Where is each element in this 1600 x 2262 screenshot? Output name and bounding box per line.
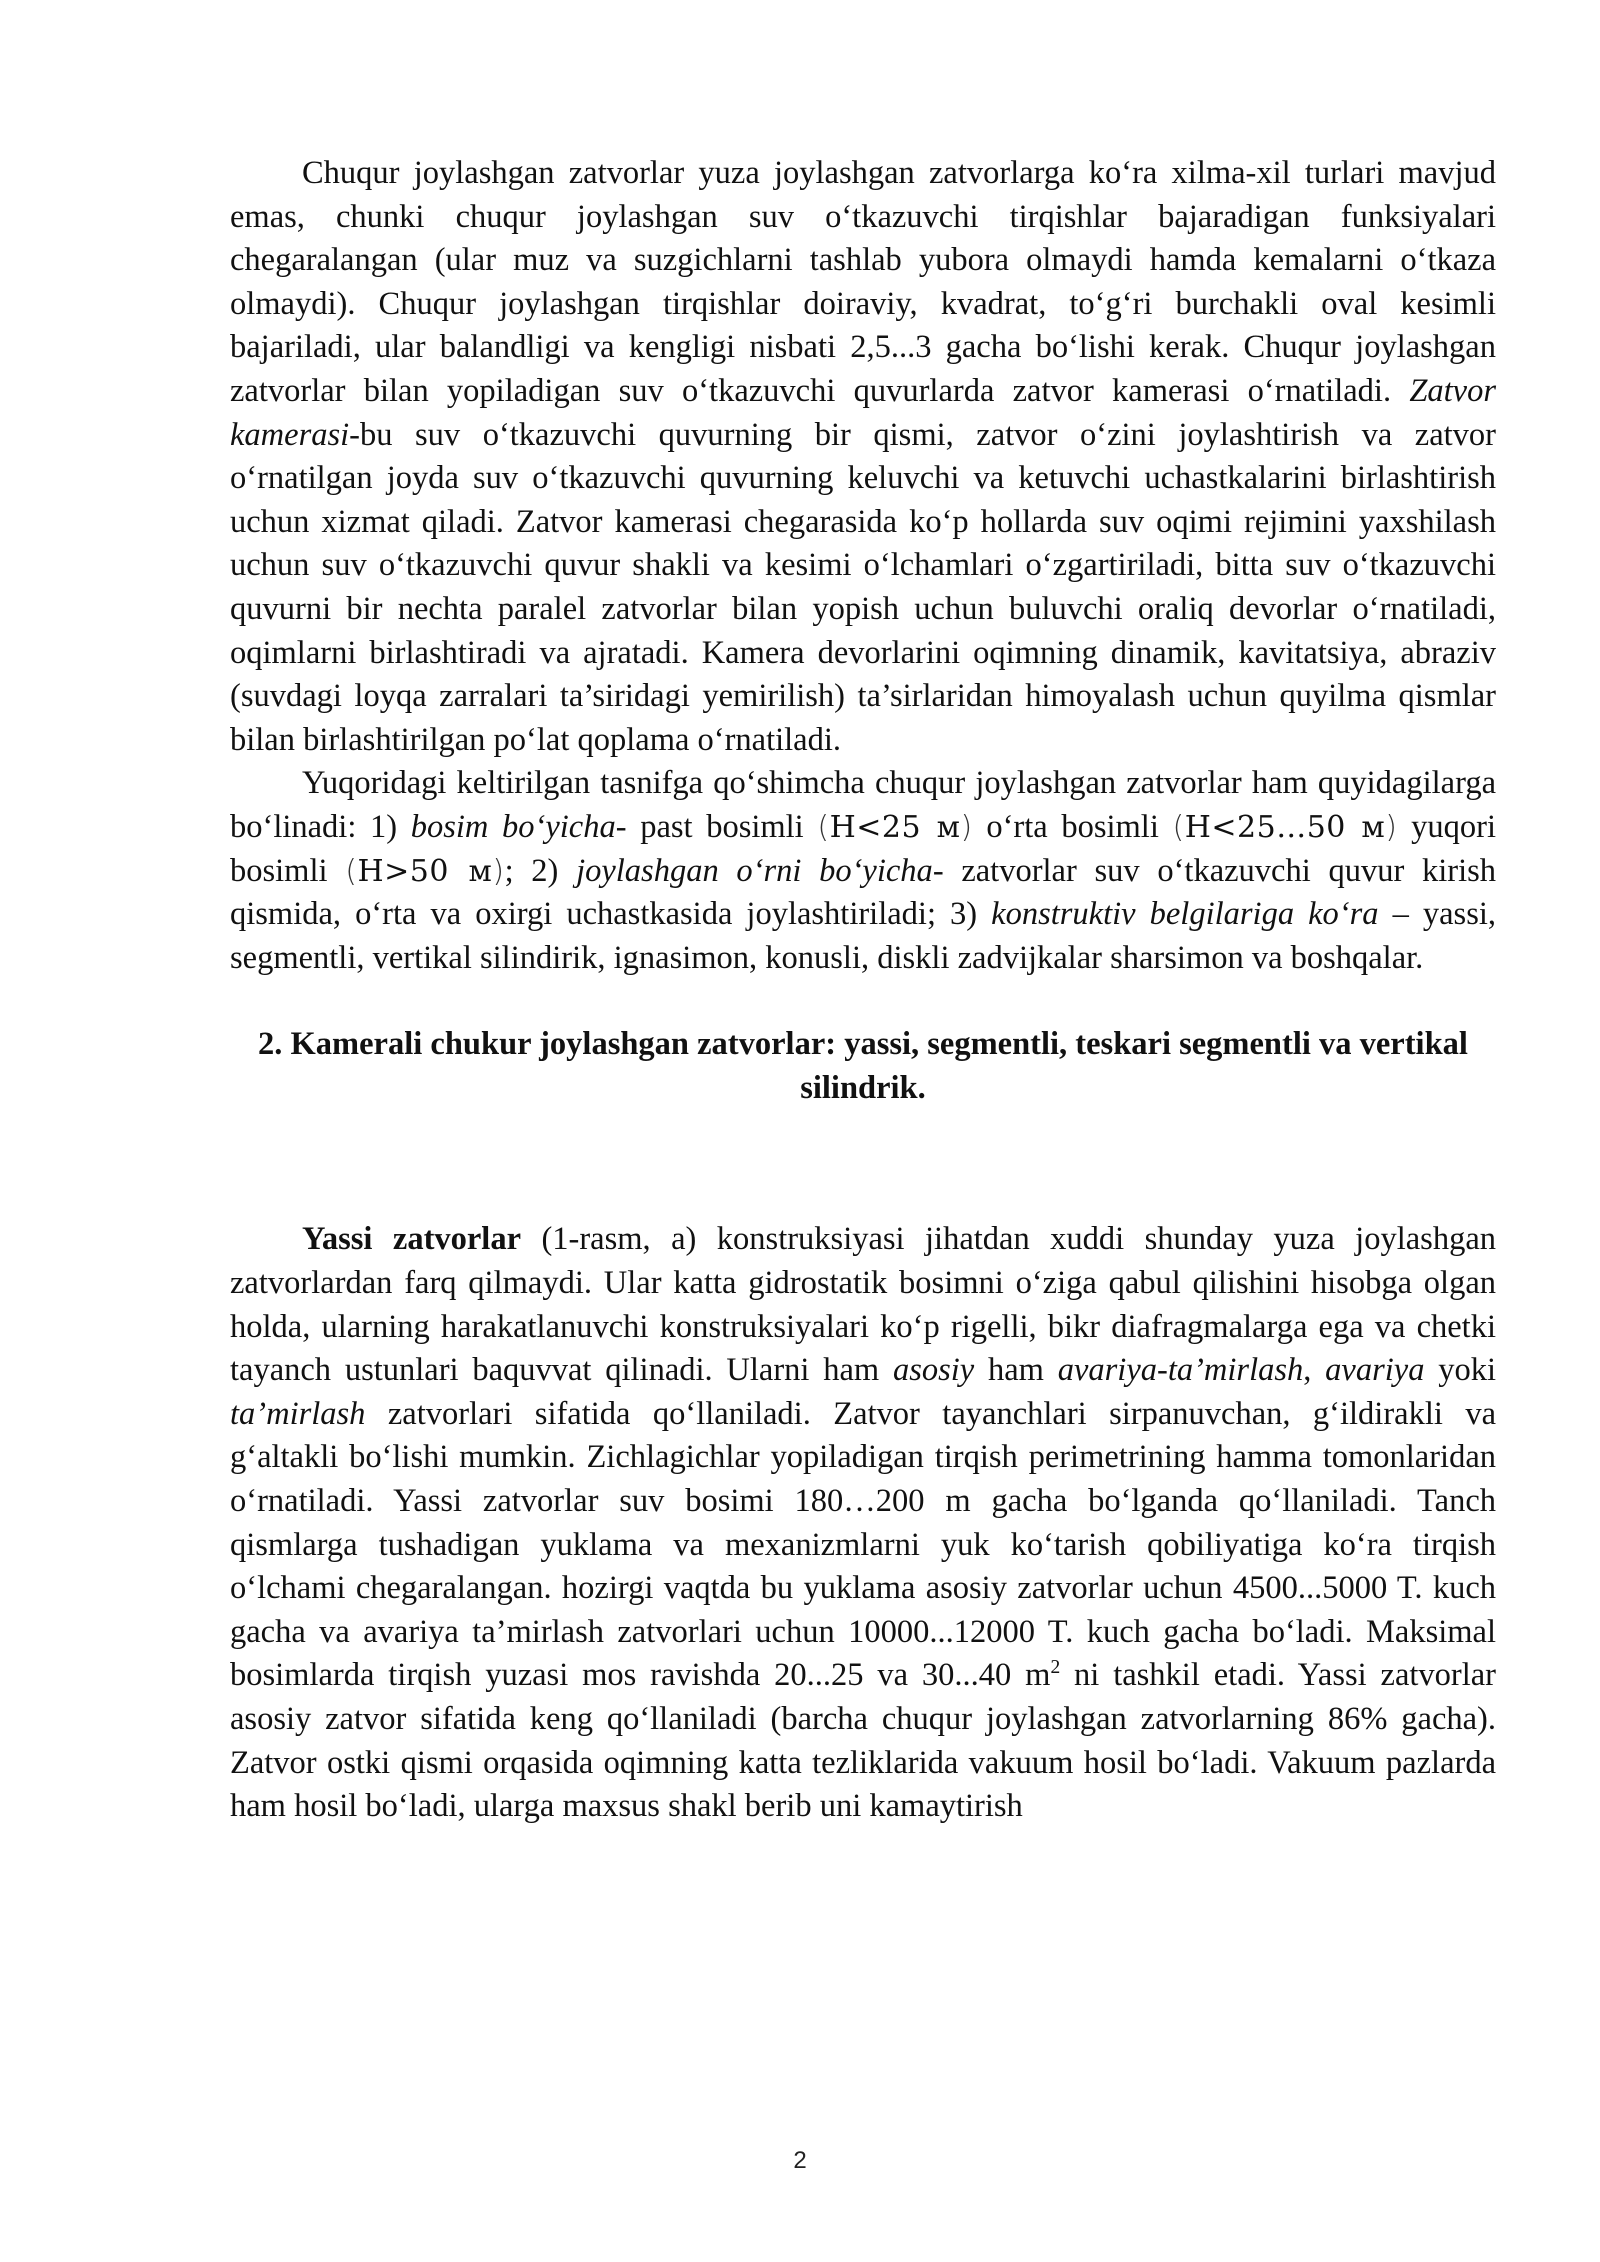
- paren-right: ): [1385, 809, 1398, 845]
- italic-term-zatvor-kamerasi: Zatvor kamerasi: [230, 372, 1496, 453]
- formula-high-pressure: [345, 854, 504, 889]
- italic-term-joylashgan-orni: joylashgan o‘rni bo‘yicha: [576, 852, 933, 889]
- italic-term-avariya-tamirlash: avariya-ta’mirlash: [1057, 1352, 1304, 1389]
- formula-text: H<25 м: [829, 809, 961, 845]
- bold-term-yassi-zatvorlar: Yassi zatvorlar: [302, 1221, 522, 1258]
- formula-low-pressure: [817, 810, 972, 845]
- text: Chuqur joylashgan zatvorlar yuza joylashgan zatvorlarga ko‘ra xilma-xil turlari mavjud emas, chunki chuqur joylashgan suv o‘tkazuvchi tirqishlar bajaradigan funksiyalari chegaralangan (ular muz va suzgichlarni tashlab yubora olmaydi hamda kemalarni o‘tkaza olmaydi). Chuqur joylashgan tirqishlar doiraviy, kvadrat, to‘g‘ri burchakli oval kesimli bajariladi, ular balandligi va kengligi nisbati 2,5...3 gacha bo‘lishi kerak. Chuqur joylashgan zatvorlar bilan yopiladigan suv o‘tkazuvchi quvurlarda zatvor kamerasi o‘rnatiladi.: [230, 155, 1496, 409]
- page-number: 2: [793, 2147, 807, 2174]
- formula-text: H<25…50 м: [1184, 809, 1386, 845]
- italic-term-avariya: avariya: [1325, 1352, 1425, 1389]
- text: ; 2): [504, 852, 577, 889]
- paragraph-2: [230, 762, 1496, 980]
- document-body: [230, 152, 1496, 1829]
- text: yoki: [1424, 1352, 1497, 1389]
- text: – yassi, segmentli, vertikal silindirik, ignasimon, konusli, diskli zadvijkalar sharsimon va boshqalar.: [230, 896, 1497, 976]
- italic-term-tamirlash: ta’mirlash: [230, 1395, 366, 1432]
- paren-left: (: [817, 809, 830, 845]
- formula-text: H>50 м: [357, 853, 493, 889]
- text: ni tashkil etadi. Yassi zatvorlar asosiy zatvor sifatida keng qo‘llaniladi (barcha chuqur joylashgan zatvorlarning 86% gacha). Zatvor ostki qismi orqasida oqimning katta tezliklarida vakuum hosil bo‘ladi. Vakuum pazlarda ham hosil bo‘ladi, ularga maxsus shakl berib uni kamaytirish: [230, 1657, 1496, 1825]
- paren-right: ): [960, 809, 973, 845]
- paragraph-1: [230, 152, 1496, 762]
- section-heading: 2. Kamerali chukur joylashgan zatvorlar: yassi, segmentli, teskari segmentli va vertikal silindrik.: [258, 1026, 1468, 1106]
- italic-term-asosiy: asosiy: [892, 1352, 975, 1389]
- superscript: 2: [1050, 1657, 1061, 1679]
- text: yuqori bosimli: [230, 808, 1496, 889]
- italic-term-konstruktiv: konstruktiv belgilariga ko‘ra: [991, 896, 1379, 933]
- text: - zatvorlar suv o‘tkazuvchi quvur kirish qismida, o‘rta va oxirgi uchastkasida joylashtiriladi; 3): [230, 852, 1496, 933]
- text: ,: [1303, 1352, 1326, 1389]
- text: zatvorlari sifatida qo‘llaniladi. Zatvor tayanchlari sirpanuvchan, g‘ildirakli va g‘altakli bo‘lishi mumkin. Zichlagichlar yopiladigan tirqish perimetrining hamma tomonlaridan o‘rnatiladi. Yassi zatvorlar suv bosimi 180…200 m gacha bo‘lganda qo‘llaniladi. Tanch qismlarga tushadigan yuklama va mexanizmlarni yuk ko‘tarish qobiliyatiga ko‘ra tirqish o‘lchami chegaralangan. hozirgi vaqtda bu yuklama asosiy zatvorlar uchun 4500...5000 T. kuch gacha va avariya ta’mirlash zatvorlari uchun 10000...12000 T. kuch gacha bo‘ladi. Maksimal bosimlarda tirqish yuzasi mos ravishda 20...25 va 30...40 m: [230, 1395, 1496, 1694]
- italic-term-bosim-boyicha: bosim bo‘yicha: [410, 808, 616, 845]
- text: - past bosimli: [615, 808, 818, 845]
- paren-left: (: [1172, 809, 1185, 845]
- paragraph-3: [230, 1218, 1496, 1828]
- text: (1-rasm, a) konstruksiyasi jihatdan xuddi shunday yuza joylashgan zatvorlardan farq qilmaydi. Ular katta gidrostatik bosimni o‘ziga qabul qilishini hisobga olgan holda, ularning harakatlanuvchi konstruksiyalari ko‘p rigelli, bikr diafragmalarga ega va chetki tayanch ustunlari baquvvat qilinadi. Ularni ham: [230, 1221, 1496, 1389]
- text: -bu suv o‘tkazuvchi quvurning bir qismi, zatvor o‘zini joylashtirish va zatvor o‘rnatilgan joyda suv o‘tkazuvchi quvurning keluvchi va ketuvchi uchastkalarini birlashtirish uchun xizmat qiladi. Zatvor kamerasi chegarasida ko‘p hollarda suv oqimi rejimini yaxshilash uchun suv o‘tkazuvchi quvur shakli va kesimi o‘lchamlari o‘zgartiriladi, bitta suv o‘tkazuvchi quvurni bir nechta paralel zatvorlar bilan yopish uchun buluvchi oraliq devorlar o‘rnatiladi, oqimlarni birlashtiradi va ajratadi. Kamera devorlarini oqimning dinamik, kavitatsiya, abraziv (suvdagi loyqa zarralari ta’siridagi yemirilish) ta’sirlaridan himoyalash uchun quyilma qismlar bilan birlashtirilgan po‘lat qoplama o‘rnatiladi.: [230, 416, 1496, 758]
- paren-right: ): [492, 853, 505, 889]
- text: ham: [974, 1352, 1058, 1389]
- text: o‘rta bosimli: [972, 808, 1173, 845]
- paren-left: (: [345, 853, 358, 889]
- formula-medium-pressure: [1173, 810, 1398, 845]
- text: Yuqoridagi keltirilgan tasnifga qo‘shimcha chuqur joylashgan zatvorlar ham quyidagilarga bo‘linadi: 1): [230, 765, 1496, 845]
